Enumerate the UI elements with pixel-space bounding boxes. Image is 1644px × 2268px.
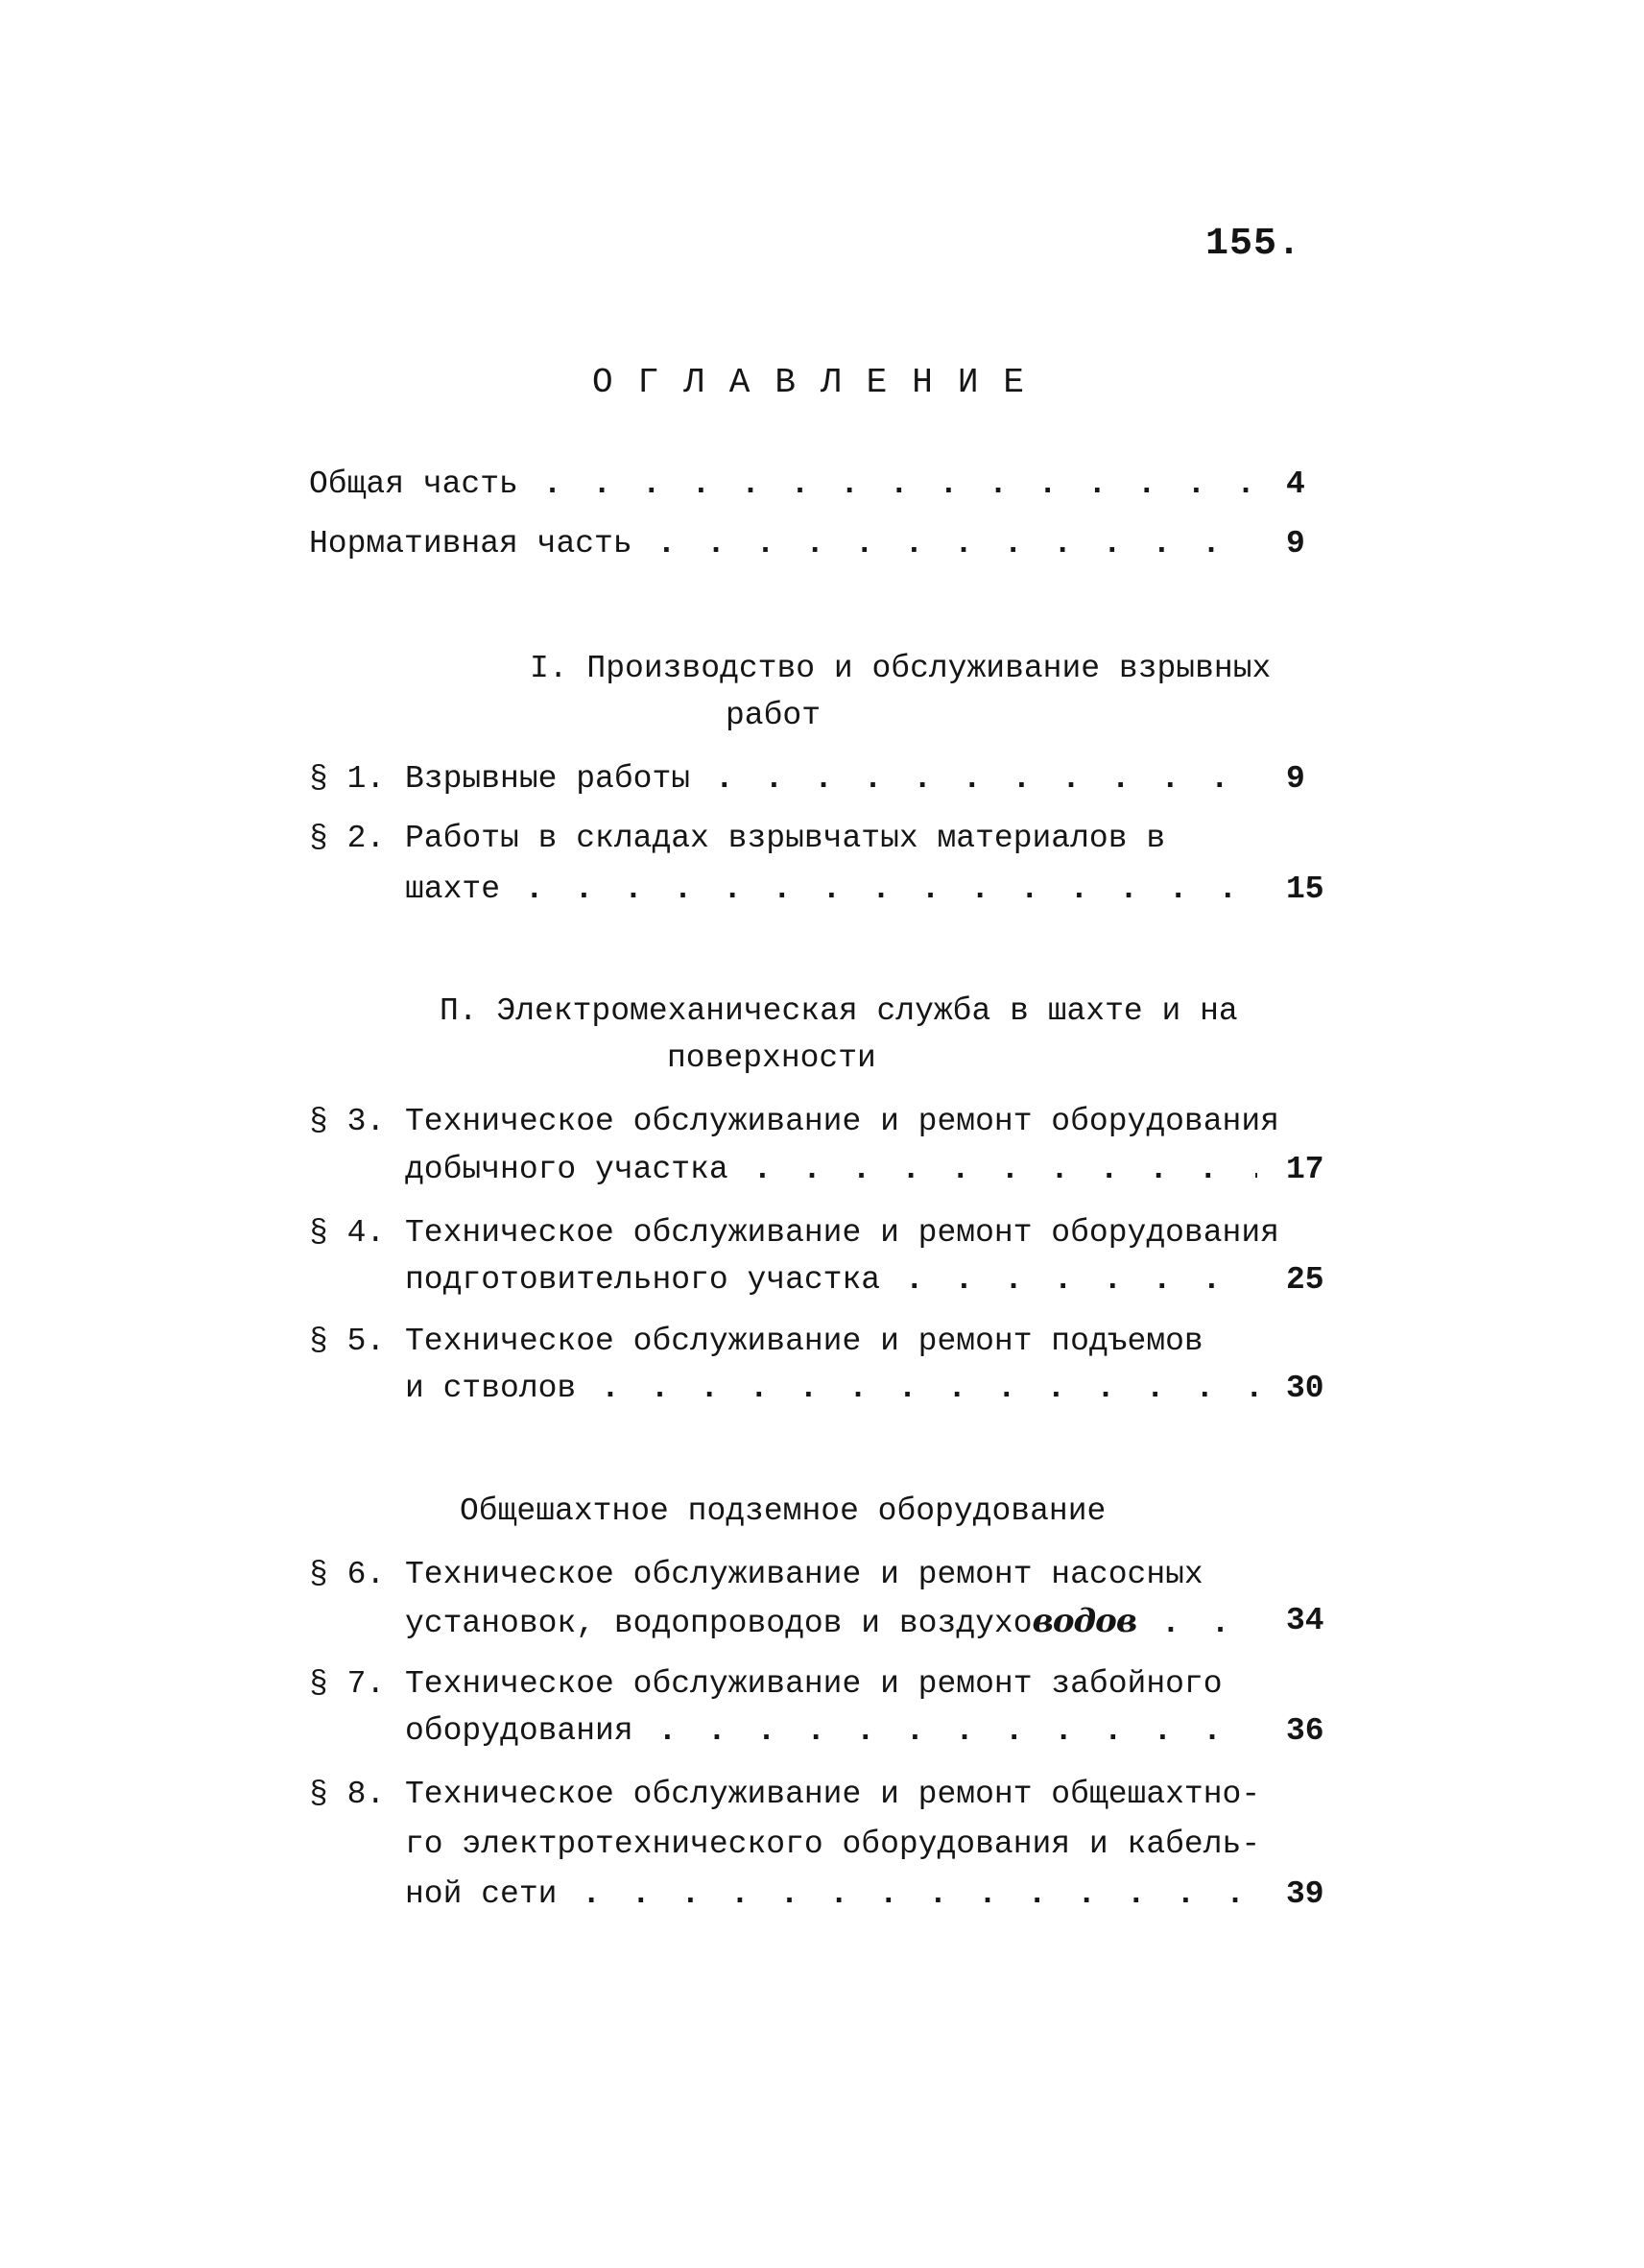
toc-entry-s8 bbox=[309, 1774, 1260, 1816]
section-number: § 7. bbox=[309, 1666, 386, 1702]
toc-entry-text: оборудования . . . bbox=[405, 1710, 1257, 1753]
section-number: § 4. bbox=[309, 1215, 386, 1251]
toc-entry-text: Техническое обслуживание и ремонт подъемов bbox=[405, 1324, 1203, 1359]
section-number: § 3. bbox=[309, 1104, 386, 1139]
toc-entry-s8-cont2 bbox=[309, 1874, 1344, 1916]
toc-title: ОГЛАВЛЕНИЕ bbox=[592, 363, 1050, 402]
toc-entry-s4-cont bbox=[309, 1259, 1344, 1301]
toc-entry-text: Техническое обслуживание и ремонт забойного bbox=[405, 1666, 1223, 1702]
section-number: § 6. bbox=[309, 1557, 386, 1592]
toc-entry-text: шахте . . . bbox=[405, 869, 1257, 911]
toc-entry-page: 17 bbox=[1286, 1152, 1324, 1187]
toc-entry-s4 bbox=[309, 1212, 1279, 1254]
section-1-heading-cont: работ bbox=[726, 698, 822, 733]
toc-entry-text: ной сети . . . bbox=[405, 1874, 1257, 1916]
toc-entry-text: Техническое обслуживание и ремонт оборудования bbox=[405, 1104, 1279, 1139]
toc-entry-text: добычного участка . . . bbox=[405, 1149, 1257, 1191]
toc-entry-text: Техническое обслуживание и ремонт насосных bbox=[405, 1557, 1203, 1592]
toc-entry-text: и стволов . . . bbox=[405, 1368, 1257, 1410]
toc-entry-text: Взрывные работы . . . bbox=[405, 758, 1257, 800]
section-2-heading: П. Электромеханическая служба в шахте и на bbox=[440, 993, 1238, 1029]
section-1-heading: I. Производство и обслуживание взрывных bbox=[530, 651, 1272, 686]
toc-entry-text: Нормативная часть . . . bbox=[309, 523, 1257, 565]
toc-entry-page: 30 bbox=[1286, 1371, 1324, 1406]
toc-entry-text: Общая часть . . . bbox=[309, 464, 1257, 506]
toc-entry-s7-cont bbox=[309, 1710, 1344, 1753]
toc-entry-s5 bbox=[309, 1321, 1203, 1363]
section-number: § 5. bbox=[309, 1324, 386, 1359]
toc-entry-s1 bbox=[309, 758, 1344, 800]
page-number: 155. bbox=[1205, 223, 1302, 266]
toc-entry-page: 36 bbox=[1286, 1713, 1324, 1749]
toc-entry-s2-cont bbox=[309, 869, 1344, 911]
section-3-heading: Общешахтное подземное оборудование bbox=[460, 1493, 1107, 1529]
toc-entry-s7 bbox=[309, 1663, 1223, 1706]
toc-entry-s3 bbox=[309, 1101, 1279, 1143]
toc-entry-text bbox=[405, 1600, 1257, 1645]
toc-entry-text: Техническое обслуживание и ремонт оборудования bbox=[405, 1215, 1279, 1251]
section-number: § 8. bbox=[309, 1777, 386, 1812]
toc-entry-page: 34 bbox=[1286, 1603, 1324, 1638]
toc-entry-s2 bbox=[309, 818, 1165, 860]
toc-entry-text: подготовительного участка . . . bbox=[405, 1259, 1257, 1301]
toc-entry-page: 25 bbox=[1286, 1262, 1324, 1298]
toc-entry-normative bbox=[309, 523, 1344, 565]
toc-entry-page: 39 bbox=[1286, 1876, 1324, 1912]
toc-entry-page: 9 bbox=[1286, 526, 1305, 561]
toc-entry-s5-cont bbox=[309, 1368, 1344, 1410]
toc-entry-general bbox=[309, 464, 1344, 506]
toc-entry-text: Техническое обслуживание и ремонт общешахтно- bbox=[405, 1777, 1261, 1812]
toc-entry-s6-cont bbox=[309, 1600, 1344, 1642]
toc-entry-s6 bbox=[309, 1554, 1203, 1596]
section-number: § 2. bbox=[309, 821, 386, 856]
toc-entry-page: 9 bbox=[1286, 761, 1305, 797]
section-2-heading-cont: поверхности bbox=[667, 1040, 876, 1076]
toc-entry-s3-cont bbox=[309, 1149, 1344, 1191]
toc-entry-s8-cont: го электротехнического оборудования и кабель- bbox=[405, 1826, 1261, 1862]
toc-entry-text-typed: установок, водопроводов и воздухо bbox=[405, 1606, 1033, 1641]
toc-entry-page: 4 bbox=[1286, 466, 1305, 502]
toc-entry-page: 15 bbox=[1286, 871, 1324, 907]
toc-entry-text: Работы в складах взрывчатых материалов в bbox=[405, 821, 1166, 856]
section-number: § 1. bbox=[309, 761, 386, 797]
handwritten-correction: водов bbox=[1032, 1602, 1137, 1640]
